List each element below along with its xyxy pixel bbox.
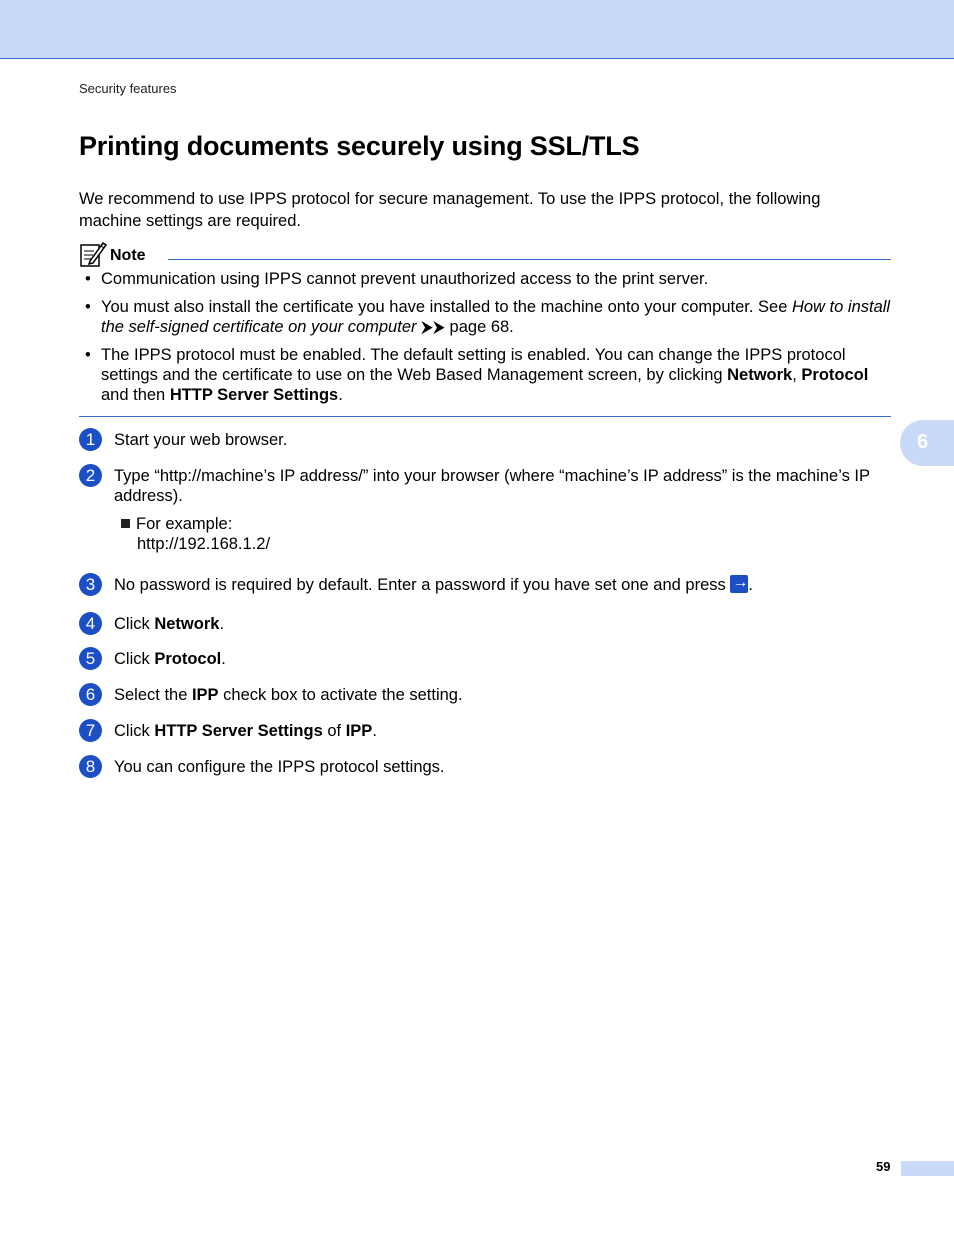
note-pencil-icon [79,240,107,268]
go-arrow-icon [730,575,748,593]
chapter-number: 6 [917,431,929,453]
step-number-badge: 4 [79,612,102,635]
running-header: Security features [79,81,177,96]
example-label: For example: [136,515,233,533]
step-number-badge: 5 [79,647,102,670]
note-item: • You must also install the certificate you have installed to the machine onto your computer. See How to install the self-signed certificate on your computer ⮞⮞ page 68. [85,298,891,336]
note-item: • The IPPS protocol must be enabled. The default setting is enabled. You can change the IPPS protocol settings and the certificate to use on the Web Based Management screen, by clicking Network, Protocol and then HTTP Server Settings. [85,346,869,404]
example-url: http://192.168.1.2/ [137,535,271,553]
step-number-badge: 1 [79,428,102,451]
step-number-badge: 6 [79,683,102,706]
step-text: Click Protocol. [114,650,226,668]
note-label: Note [110,247,146,264]
step-text: Type “http://machine’s IP address/” into your browser (where “machine’s IP address” is the machine’s IP address). [114,467,870,505]
note-top-rule [168,259,891,260]
chapter-tab [900,420,954,466]
step-number-badge: 3 [79,573,102,596]
top-header-band [0,0,954,59]
double-arrow-icon: ⮞⮞ [416,318,445,336]
step-text: Start your web browser. [114,431,288,449]
footer-band [901,1161,954,1176]
square-bullet-icon [121,519,130,528]
step-text: You can configure the IPPS protocol settings. [114,758,445,776]
step-number-badge: 7 [79,719,102,742]
step-number-badge: 2 [79,464,102,487]
step-text: No password is required by default. Enter a password if you have set one and press →. [114,575,890,595]
note-item: • Communication using IPPS cannot prevent unauthorized access to the print server. [85,270,709,288]
step-text: Select the IPP check box to activate the setting. [114,686,463,704]
page-title: Printing documents securely using SSL/TLS [79,131,640,161]
page-number: 59 [876,1159,891,1174]
note-list [79,269,891,413]
note-bottom-rule [79,416,891,417]
example-block [121,514,270,554]
intro-paragraph: We recommend to use IPPS protocol for secure management. To use the IPPS protocol, the following machine settings are required. [79,190,821,230]
note-header [79,240,891,270]
step-text: Click Network. [114,615,225,633]
cross-reference-link[interactable]: How to install the self-signed certificate on your computer [101,298,891,336]
step-number-badge: 8 [79,755,102,778]
step-text: Click HTTP Server Settings of IPP. [114,722,377,740]
